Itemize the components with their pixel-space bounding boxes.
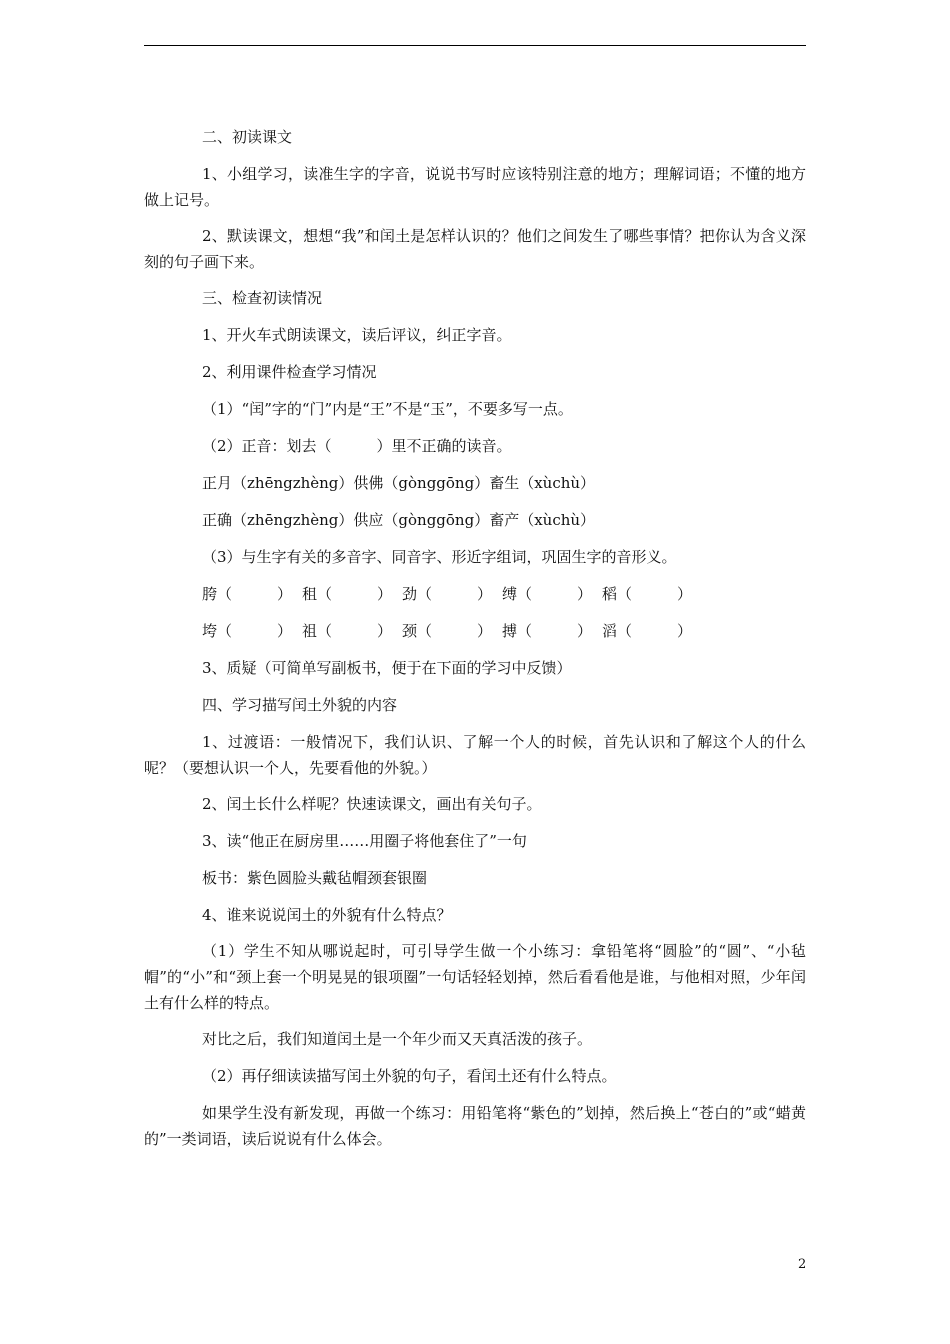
- exercise-paragraph: 如果学生没有新发现，再做一个练习：用铅笔将“紫色的”划掉，然后换上“苍白的”或“蜡黄的”一类词语，读后说说有什么体会。: [144, 1104, 806, 1148]
- word-cell: 颈（ ）: [402, 622, 493, 640]
- section-4-item-2: 2、闰土长什么样呢？快速读课文，画出有关句子。: [202, 795, 542, 813]
- section-2-item-1: 1、小组学习，读准生字的字音，说说书写时应该特别注意的地方；理解词语；不懂的地方做上记号。: [144, 165, 806, 209]
- section-4-item-1: 1、过渡语：一般情况下，我们认识、了解一个人的时候，首先认识和了解这个人的什么呢？（要想认识一个人，先要看他的外貌。）: [144, 733, 806, 777]
- word-cell: 劲（ ）: [402, 585, 493, 603]
- header-rule: [144, 45, 806, 46]
- section-4-sub-1: （1）学生不知从哪说起时，可引导学生做一个小练习：拿铅笔将“圆脸”的“圆”、“小毡帽”的“小”和“颈上套一个明晃晃的银项圈”一句话轻轻划掉，然后看看他是谁，与他相对照，少年闰土有什么样的特点。: [144, 942, 806, 1012]
- word-cell: 滔（ ）: [602, 622, 693, 640]
- pinyin-line-1: 正月（zhēngzhèng）供佛（gònggōng）畜生（xùchù）: [202, 474, 596, 492]
- section-3-sub-2: （2）正音：划去（ ）里不正确的读音。: [202, 437, 512, 455]
- word-cell: 搏（ ）: [502, 622, 593, 640]
- word-cell: 缚（ ）: [502, 585, 593, 603]
- section-4-item-3: 3、读“他正在厨房里……用圈子将他套住了”一句: [202, 832, 527, 850]
- pinyin-line-2: 正确（zhēngzhèng）供应（gònggōng）畜产（xùchù）: [202, 511, 596, 529]
- section-4-title: 四、学习描写闰土外貌的内容: [202, 696, 398, 714]
- page-number: 2: [798, 1257, 807, 1272]
- section-3-sub-1: （1）“闰”字的“门”内是“王”不是“玉”，不要多写一点。: [202, 400, 573, 418]
- contrast-paragraph: 对比之后，我们知道闰土是一个年少而又天真活泼的孩子。: [202, 1030, 593, 1048]
- word-cell: 胯（ ）: [202, 585, 293, 603]
- word-cell: 祖（ ）: [302, 622, 393, 640]
- section-3-item-1: 1、开火车式朗读课文，读后评议，纠正字音。: [202, 326, 512, 344]
- section-4-sub-2: （2）再仔细读读描写闰土外貌的句子，看闰土还有什么特点。: [202, 1067, 617, 1085]
- section-3-title: 三、检查初读情况: [202, 289, 323, 307]
- section-4-item-4: 4、谁来说说闰土的外貌有什么特点？: [202, 906, 452, 924]
- section-3-sub-3: （3）与生字有关的多音字、同音字、形近字组词，巩固生字的音形义。: [202, 548, 677, 566]
- section-3-item-2: 2、利用课件检查学习情况: [202, 363, 377, 381]
- section-2-title: 二、初读课文: [202, 128, 293, 146]
- section-3-item-3: 3、质疑（可简单写副板书，便于在下面的学习中反馈）: [202, 659, 572, 677]
- board-text: 板书：紫色圆脸头戴毡帽颈套银圈: [202, 869, 428, 887]
- word-cell: 垮（ ）: [202, 622, 293, 640]
- word-cell: 稻（ ）: [602, 585, 693, 603]
- word-cell: 租（ ）: [302, 585, 393, 603]
- section-2-item-2: 2、默读课文，想想“我”和闰土是怎样认识的？他们之间发生了哪些事情？把你认为含义深刻的句子画下来。: [144, 227, 806, 271]
